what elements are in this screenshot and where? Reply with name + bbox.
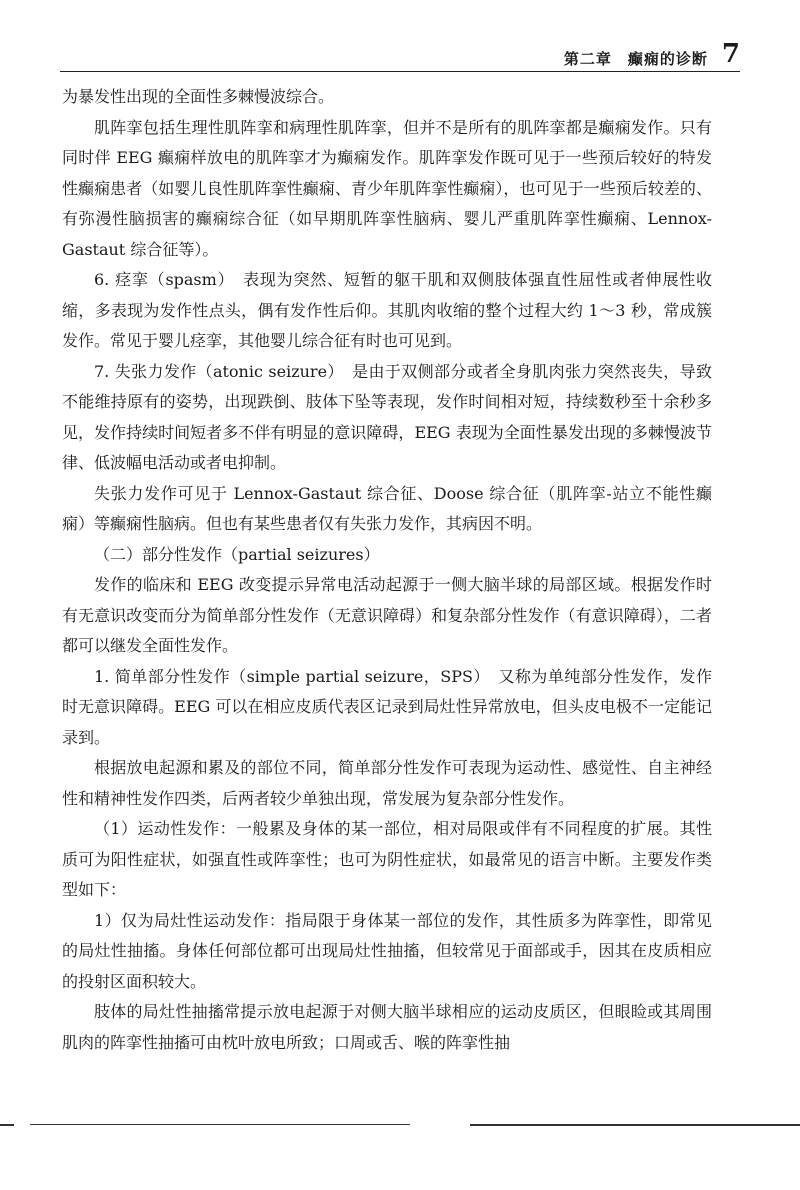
paragraph-motor-seizure: （1）运动性发作：一般累及身体的某一部位，相对局限或伴有不同程度的扩展。其性质可为阳性症状，如强直性或阵挛性；也可为阴性症状，如最常见的语言中断。主要发作类型如下： [62,819,712,899]
paragraph-myoclonus: 肌阵挛包括生理性肌阵挛和病理性肌阵挛，但并不是所有的肌阵挛都是癫痫发作。只有同时伴 EEG 癫痫样放电的肌阵挛才为癫痫发作。肌阵挛发作既可见于一些预后较好的特发性癫痫患者（如婴儿良性肌阵挛性癫痫、青少年肌阵挛性癫痫），也可见于一些预后较差的、有弥漫性脑损害的癫痫综合征（如早期肌阵挛性脑病、婴儿严重肌阵挛性癫痫、Lennox-Gastaut 综合征等）。 [62,117,712,259]
body-text [62,82,712,1058]
paragraph-simple-partial: 1. 简单部分性发作（simple partial seizure，SPS） 又称为单纯部分性发作，发作时无意识障碍。EEG 可以在相应皮质代表区记录到局灶性异常放电，但头皮电极不一定能记录到。 [62,666,712,747]
page-header [60,38,740,72]
page-number: 7 [721,39,740,69]
paragraph-continuation: 为暴发性出现的全面性多棘慢波综合。 [62,87,335,106]
paragraph-partial-overview: 发作的临床和 EEG 改变提示异常电活动起源于一侧大脑半球的局部区域。根据发作时有无意识改变而分为简单部分性发作（无意识障碍）和复杂部分性发作（有意识障碍），二者都可以继发全面性发作。 [62,575,712,655]
paragraph-atonic-seizure: 7. 失张力发作（atonic seizure） 是由于双侧部分或者全身肌肉张力突然丧失，导致不能维持原有的姿势，出现跌倒、肢体下坠等表现，发作时间相对短，持续数秒至十余秒多见，发作持续时间短者多不伴有明显的意识障碍，EEG 表现为全面性暴发出现的多棘慢波节律、低波幅电活动或者电抑制。 [62,361,712,472]
paragraph-atonic-syndromes: 失张力发作可见于 Lennox-Gastaut 综合征、Doose 综合征（肌阵挛-站立不能性癫痫）等癫痫性脑病。但也有某些患者仅有失张力发作，其病因不明。 [62,483,712,533]
paragraph-focal-motor: 1）仅为局灶性运动发作：指局限于身体某一部位的发作，其性质多为阵挛性，即常见的局灶性抽搐。身体任何部位都可出现局灶性抽搐，但较常见于面部或手，因其在皮质相应的投射区面积较大。 [62,910,712,991]
paragraph-sps-types: 根据放电起源和累及的部位不同，简单部分性发作可表现为运动性、感觉性、自主神经性和精神性发作四类，后两者较少单独出现，常发展为复杂部分性发作。 [62,758,712,808]
running-head: 第二章 癫痫的诊断 [563,50,708,68]
section-heading-partial-seizures: （二）部分性发作（partial seizures） [94,544,380,564]
footer-rule [0,1124,14,1126]
paragraph-spasm: 6. 痉挛（spasm） 表现为突然、短暂的躯干肌和双侧肢体强直性屈性或者伸展性收缩，多表现为发作性点头，偶有发作性后仰。其肌肉收缩的整个过程大约 1～3 秒，常成簇发作。常见于婴儿痉挛，其他婴儿综合征有时也可见到。 [62,270,712,350]
footer-rule [30,1124,410,1125]
footer-rule [470,1124,800,1126]
paragraph-limb-focal-twitching: 肢体的局灶性抽搐常提示放电起源于对侧大脑半球相应的运动皮质区，但眼睑或其周围肌肉的阵挛性抽搐可由枕叶放电所致；口周或舌、喉的阵挛性抽 [62,1002,712,1052]
